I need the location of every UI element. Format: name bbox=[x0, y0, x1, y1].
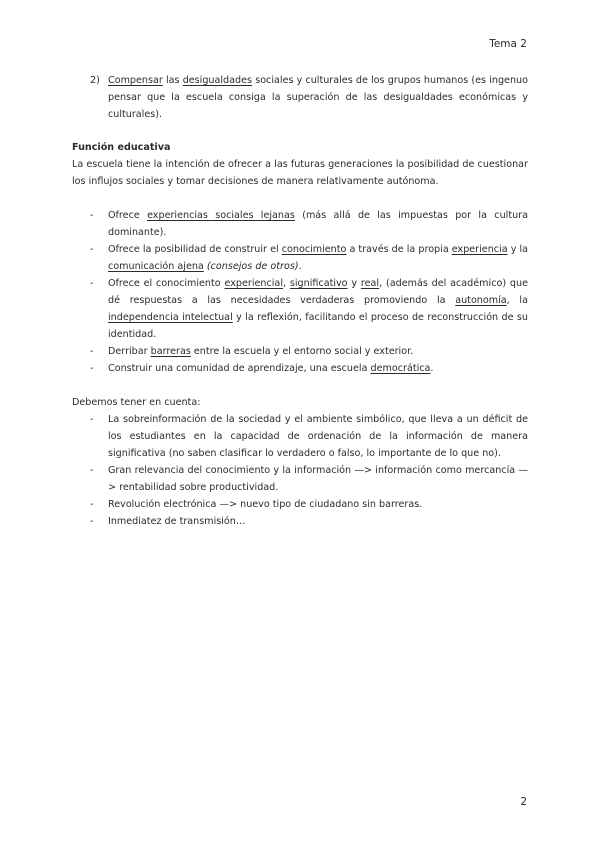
text-run: y bbox=[347, 278, 361, 289]
dash-bullet: - bbox=[90, 210, 94, 221]
dash-bullet: - bbox=[90, 499, 94, 510]
text-run: Ofrece bbox=[108, 210, 148, 221]
dash-bullet: - bbox=[90, 346, 94, 357]
dash-bullet: - bbox=[90, 465, 94, 476]
underlined-term: conocimiento bbox=[281, 244, 347, 255]
section-intro: La escuela tiene la intención de ofrecer a las futuras generaciones la posibilidad de cuestionar los influjos sociales y tomar decisiones de manera relativamente autónoma. bbox=[72, 159, 528, 187]
underlined-term: independencia intelectual bbox=[108, 312, 233, 323]
dash-bullet: - bbox=[90, 414, 94, 425]
list-item bbox=[72, 360, 528, 377]
text-run: , bbox=[282, 278, 290, 289]
item-text bbox=[108, 72, 528, 123]
text-run: , (además del académico) que dé respuestas a las necesidades verdaderas promoviendo la bbox=[108, 278, 528, 306]
considerations-heading: Debemos tener en cuenta: bbox=[72, 397, 201, 408]
list-item-text: Gran relevancia del conocimiento y la información —> información como mercancía —> rentabilidad sobre productividad. bbox=[108, 465, 528, 493]
underlined-term: democrática bbox=[370, 363, 431, 374]
text-run: Construir una comunidad de aprendizaje, una escuela bbox=[108, 363, 371, 374]
section-heading: Función educativa bbox=[72, 142, 171, 153]
underlined-term: significativo bbox=[289, 278, 348, 289]
list-item-text: Revolución electrónica —> nuevo tipo de ciudadano sin barreras. bbox=[108, 499, 423, 510]
list-item-text: La sobreinformación de la sociedad y el ambiente simbólico, que lleva a un déficit de los estudiantes en la capacidad de ordenación de la información de manera significativa (no saben clasificar lo verdadero o falso, lo importante de lo que no). bbox=[108, 414, 528, 459]
list-item bbox=[72, 275, 528, 343]
text-run: y la reflexión, facilitando el proceso de reconstrucción de su identidad. bbox=[108, 312, 528, 340]
underlined-term: experiencias sociales lejanas bbox=[147, 210, 295, 221]
page-header: Tema 2 bbox=[489, 38, 527, 50]
underlined-term: experiencia bbox=[451, 244, 508, 255]
underlined-term: experiencial bbox=[224, 278, 283, 289]
text-run: y la bbox=[507, 244, 528, 255]
list-item-text bbox=[108, 241, 528, 275]
item-number: 2) bbox=[90, 75, 100, 86]
considerations-list bbox=[72, 411, 528, 530]
text-run: , la bbox=[506, 295, 528, 306]
list-item bbox=[72, 496, 528, 513]
underlined-term: comunicación ajena bbox=[108, 261, 204, 272]
dash-bullet: - bbox=[90, 363, 94, 374]
text-run: (más allá de las impuestas por la cultura dominante). bbox=[108, 210, 528, 238]
italic-note: (consejos de otros) bbox=[206, 261, 299, 272]
dash-bullet: - bbox=[90, 516, 94, 527]
list-item-text bbox=[108, 207, 528, 241]
dash-bullet: - bbox=[90, 244, 94, 255]
list-item bbox=[72, 343, 528, 360]
text-run: Ofrece el conocimiento bbox=[108, 278, 225, 289]
list-item-text: Inmediatez de transmisión… bbox=[108, 516, 246, 527]
function-list bbox=[72, 207, 528, 377]
text-run: Derribar bbox=[108, 346, 151, 357]
dash-bullet: - bbox=[90, 278, 94, 289]
list-item-text bbox=[108, 360, 528, 377]
list-item-text bbox=[108, 343, 528, 360]
underlined-term: barreras bbox=[150, 346, 191, 357]
underlined-term: Compensar bbox=[108, 75, 163, 86]
text-run: sociales y culturales de los grupos humanos (es ingenuo pensar que la escuela consiga la superación de las desigualdades económicas y culturales). bbox=[108, 75, 528, 120]
text-run: . bbox=[430, 363, 434, 374]
page-number: 2 bbox=[520, 796, 527, 808]
underlined-term: autonomía bbox=[455, 295, 507, 306]
text-run: entre la escuela y el entorno social y exterior. bbox=[190, 346, 414, 357]
list-item bbox=[72, 207, 528, 241]
numbered-item-2 bbox=[90, 72, 528, 123]
text-run: a través de la propia bbox=[346, 244, 452, 255]
underlined-term: real bbox=[360, 278, 380, 289]
text-run: las bbox=[162, 75, 183, 86]
list-item bbox=[72, 462, 528, 496]
list-item bbox=[72, 241, 528, 275]
page-content bbox=[72, 72, 528, 530]
text-run: . bbox=[298, 261, 302, 272]
text-run: Ofrece la posibilidad de construir el bbox=[108, 244, 282, 255]
list-item bbox=[72, 513, 528, 530]
list-item-text bbox=[108, 275, 528, 343]
list-item bbox=[72, 411, 528, 462]
underlined-term: desigualdades bbox=[182, 75, 253, 86]
